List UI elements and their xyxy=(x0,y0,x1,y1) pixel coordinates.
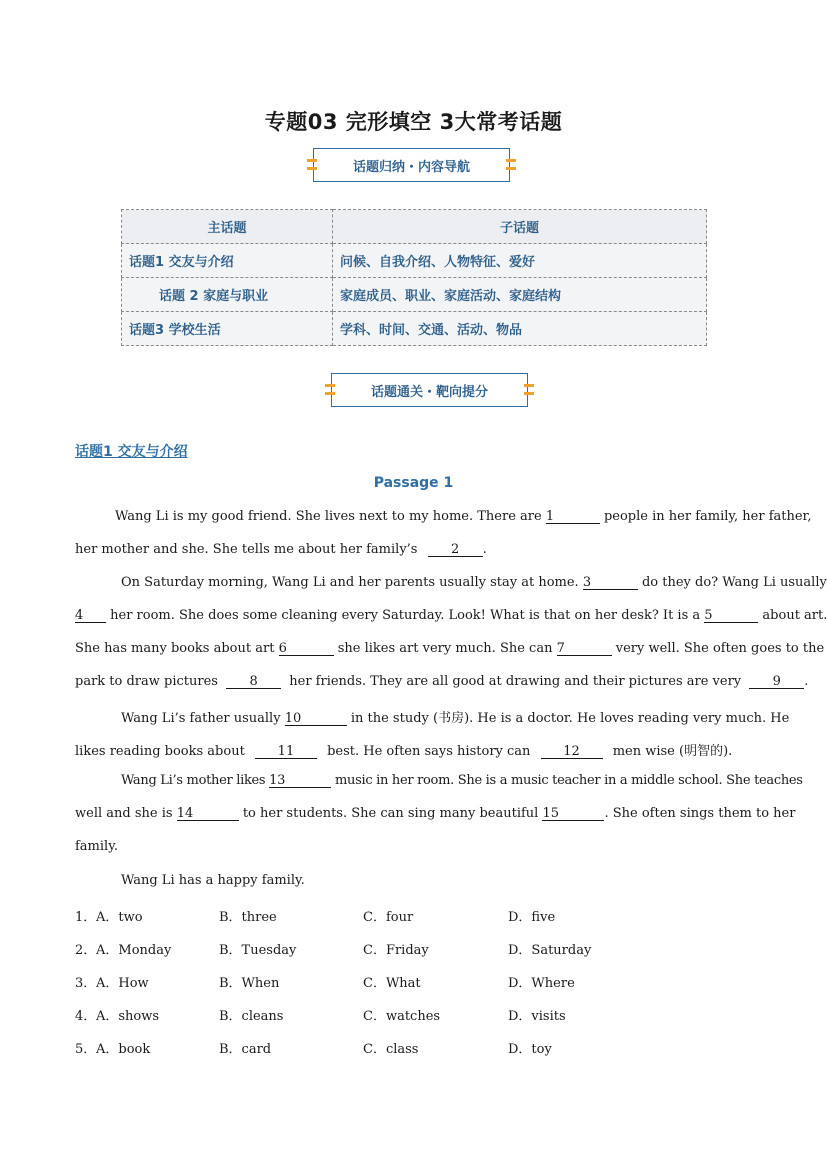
passage-line xyxy=(75,839,753,854)
blank-11[interactable]: 11 xyxy=(255,745,317,759)
banner-topic-overview xyxy=(313,148,510,182)
blank-15[interactable]: 15 xyxy=(542,807,604,821)
table-row xyxy=(122,278,707,312)
question-row xyxy=(75,939,753,957)
passage-text: Wang Li is my good friend. She lives next to my home. There are xyxy=(115,509,542,524)
blank-6[interactable]: 6 xyxy=(279,642,334,656)
blank-10[interactable]: 10 xyxy=(285,712,347,726)
passage-text: She has many books about art xyxy=(75,641,275,656)
banner-left-mark xyxy=(307,159,317,162)
banner-label: 话题归纳・内容导航 xyxy=(352,159,470,175)
passage-text: . xyxy=(482,542,487,557)
banner-right-mark xyxy=(524,392,534,395)
passage-text: . She often sings them to her xyxy=(604,806,796,821)
option-a[interactable]: A．book xyxy=(96,1042,151,1057)
passage-text: Wang Li’s mother likes xyxy=(121,773,266,788)
option-b[interactable]: B．cleans xyxy=(219,1009,284,1024)
table-cell: 话题3 学校生活 xyxy=(122,312,333,346)
option-d[interactable]: D．visits xyxy=(508,1009,566,1024)
passage-text: about art. xyxy=(762,608,827,623)
page-title: 专题03 完形填空 3大常考话题 xyxy=(264,110,563,134)
passage-text: men wise (明智的). xyxy=(612,744,733,759)
table-header-row xyxy=(122,210,707,244)
passage-line xyxy=(75,707,790,726)
option-a[interactable]: A．Monday xyxy=(96,943,172,958)
option-d[interactable]: D．toy xyxy=(508,1042,552,1057)
passage-text: to her students. She can sing many beautiful xyxy=(242,806,539,821)
banner-left-mark xyxy=(325,384,335,387)
passage-text: she likes art very much. She can xyxy=(337,641,553,656)
topic-table xyxy=(121,209,707,346)
blank-5[interactable]: 5 xyxy=(704,609,758,623)
passage-line xyxy=(75,641,825,656)
blank-1[interactable]: 1 xyxy=(546,510,600,524)
option-b[interactable]: B．When xyxy=(219,976,280,991)
table-cell: 话题 2 家庭与职业 xyxy=(122,278,333,312)
question-row xyxy=(75,906,753,924)
option-c[interactable]: C．What xyxy=(363,976,421,991)
option-c[interactable]: C．class xyxy=(363,1042,419,1057)
table-cell: 问候、自我介绍、人物特征、爱好 xyxy=(333,244,707,278)
option-d[interactable]: D．Saturday xyxy=(508,943,592,958)
table-row xyxy=(122,244,707,278)
option-a[interactable]: A．two xyxy=(96,910,143,925)
blank-14[interactable]: 14 xyxy=(177,807,239,821)
passage-text: very well. She often goes to the xyxy=(615,641,825,656)
passage-text: her mother and she. She tells me about her family’s xyxy=(75,542,418,557)
passage-text: likes reading books about xyxy=(75,744,245,759)
passage-line xyxy=(75,740,753,759)
option-c[interactable]: C．watches xyxy=(363,1009,441,1024)
passage-line xyxy=(75,575,827,590)
question-row xyxy=(75,972,753,990)
option-b[interactable]: B．Tuesday xyxy=(219,943,297,958)
blank-12[interactable]: 12 xyxy=(541,745,603,759)
passage-text: do they do? Wang Li usually xyxy=(641,575,827,590)
passage-text: best. He often says history can xyxy=(327,744,531,759)
passage-text: park to draw pictures xyxy=(75,674,218,689)
passage-text: Wang Li has a happy family. xyxy=(121,873,305,888)
question-row xyxy=(75,1038,753,1056)
banner-right-mark xyxy=(506,159,516,162)
option-a[interactable]: A．shows xyxy=(96,1009,160,1024)
blank-9[interactable]: 9 xyxy=(749,675,804,689)
option-c[interactable]: C．four xyxy=(363,910,414,925)
table-cell: 学科、时间、交通、活动、物品 xyxy=(333,312,707,346)
banner-left-mark xyxy=(325,392,335,395)
passage-text: her friends. They are all good at drawing and their pictures are very xyxy=(289,674,742,689)
table-header-cell: 子话题 xyxy=(333,210,707,244)
table-row xyxy=(122,312,707,346)
passage-text: in the study (书房). He is a doctor. He loves reading very much. He xyxy=(350,711,790,726)
blank-7[interactable]: 7 xyxy=(557,642,612,656)
passage-line xyxy=(75,608,827,623)
banner-right-mark xyxy=(506,167,516,170)
question-number: 1． xyxy=(75,910,97,925)
blank-2[interactable]: 2 xyxy=(428,543,483,557)
question-number: 3． xyxy=(75,976,97,991)
question-number: 5． xyxy=(75,1042,97,1057)
passage-title: Passage 1 xyxy=(373,475,454,491)
passage-text: music in her room. She is a music teacher in a middle school. She teaches xyxy=(334,773,803,788)
table-cell: 家庭成员、职业、家庭活动、家庭结构 xyxy=(333,278,707,312)
banner-right-mark xyxy=(524,384,534,387)
banner-left-mark xyxy=(307,167,317,170)
option-c[interactable]: C．Friday xyxy=(363,943,429,958)
question-number: 4． xyxy=(75,1009,97,1024)
banner-topic-practice xyxy=(331,373,528,407)
option-d[interactable]: D．five xyxy=(508,910,556,925)
passage-text: well and she is xyxy=(75,806,173,821)
option-a[interactable]: A．How xyxy=(96,976,149,991)
option-d[interactable]: D．Where xyxy=(508,976,575,991)
question-number: 2． xyxy=(75,943,97,958)
passage-text: On Saturday morning, Wang Li and her parents usually stay at home. xyxy=(121,575,579,590)
passage-text: Wang Li’s father usually xyxy=(121,711,281,726)
question-row xyxy=(75,1005,753,1023)
option-b[interactable]: B．three xyxy=(219,910,277,925)
passage-line xyxy=(75,873,753,888)
blank-8[interactable]: 8 xyxy=(226,675,281,689)
blank-3[interactable]: 3 xyxy=(583,576,638,590)
blank-13[interactable]: 13 xyxy=(269,774,331,788)
table-header-cell: 主话题 xyxy=(122,210,333,244)
option-b[interactable]: B．card xyxy=(219,1042,272,1057)
passage-line xyxy=(75,542,753,557)
banner-label: 话题通关・靶向提分 xyxy=(370,384,488,400)
section-heading: 话题1 交友与介绍 xyxy=(75,444,188,460)
table-cell: 话题1 交友与介绍 xyxy=(122,244,333,278)
passage-line xyxy=(75,674,809,689)
passage-line xyxy=(75,806,796,821)
passage-line xyxy=(75,509,812,524)
passage-text: people in her family, her father, xyxy=(603,509,812,524)
passage-text: family. xyxy=(75,839,118,854)
passage-text: her room. She does some cleaning every Saturday. Look! What is that on her desk? It is a xyxy=(110,608,701,623)
passage-line xyxy=(75,773,803,788)
passage-text: . xyxy=(804,674,809,689)
blank-4[interactable]: 4 xyxy=(75,609,106,623)
